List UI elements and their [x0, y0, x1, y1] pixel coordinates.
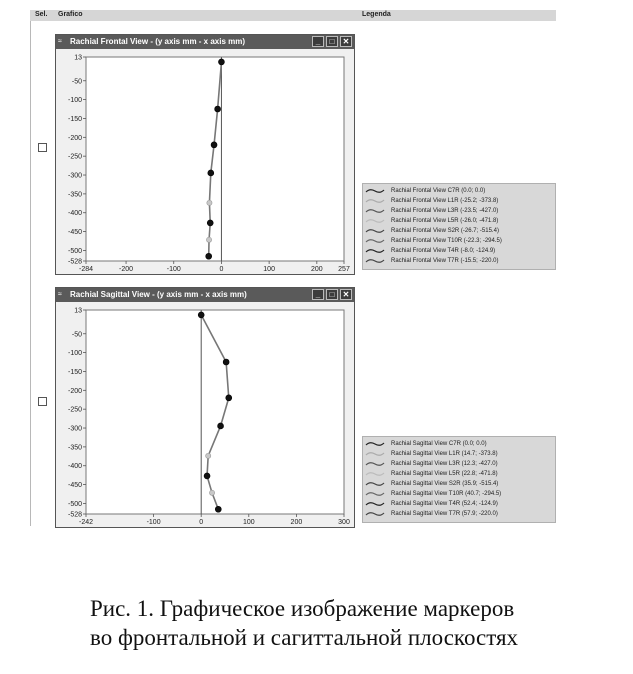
legend-label: Rachial Sagittal View C7R (0.0; 0.0): [391, 441, 487, 447]
legend-swatch-icon: [365, 471, 385, 477]
marker-t7r: [211, 142, 217, 148]
sagittal-legend: [362, 436, 556, 523]
y-tick-label: -200: [67, 134, 82, 142]
marker-l3r: [204, 473, 210, 479]
y-tick-label: -400: [67, 210, 82, 218]
x-tick-label: 257: [338, 266, 350, 273]
sagittal-view-window[interactable]: [55, 287, 355, 528]
legend-swatch-icon: [365, 461, 385, 467]
legend-item: [365, 207, 551, 216]
maximize-button[interactable]: □: [326, 36, 338, 47]
y-tick-label: -250: [67, 153, 82, 161]
legend-label: Rachial Frontal View L5R (-26.0; -471.8): [391, 218, 499, 224]
legend-item: [365, 440, 551, 449]
marker-c7r: [198, 312, 204, 318]
minimize-button[interactable]: _: [312, 289, 324, 300]
legend-swatch-icon: [365, 208, 385, 214]
legend-label: Rachial Frontal View S2R (-26.7; -515.4): [391, 228, 499, 234]
legend-swatch-icon: [365, 218, 385, 224]
legend-label: Rachial Sagittal View L5R (22.8; -471.8): [391, 471, 498, 477]
x-tick-label: -284: [78, 266, 94, 273]
sagittal-window-title: Rachial Sagittal View - (y axis mm - x axis mm): [70, 290, 247, 299]
chart-app-icon: ≈: [58, 291, 62, 298]
close-button[interactable]: ✕: [340, 289, 352, 300]
y-tick-label: -350: [67, 444, 82, 452]
legend-item: [365, 217, 551, 226]
figure-caption: [90, 594, 630, 652]
select-checkbox-frontal[interactable]: [38, 143, 47, 152]
x-tick-label: 100: [242, 519, 255, 526]
x-tick-label: 300: [338, 519, 350, 526]
marker-t4r: [215, 106, 221, 112]
legend-swatch-icon: [365, 451, 385, 457]
y-tick-label: -150: [67, 368, 82, 376]
legend-item: [365, 227, 551, 236]
legend-label: Rachial Frontal View C7R (0.0; 0.0): [391, 188, 486, 194]
legend-swatch-icon: [365, 441, 385, 447]
close-button[interactable]: ✕: [340, 36, 352, 47]
legend-item: [365, 500, 551, 509]
y-tick-label: -50: [71, 78, 82, 86]
legend-item: [365, 490, 551, 499]
marker-t4r: [223, 359, 229, 365]
frontal-view-window[interactable]: [55, 34, 355, 275]
marker-c7r: [218, 59, 224, 65]
marker-s2r: [206, 253, 212, 259]
legend-item: [365, 247, 551, 256]
legend-item: [365, 460, 551, 469]
x-tick-label: 200: [310, 266, 323, 273]
legend-label: Rachial Sagittal View L1R (14.7; -373.8): [391, 451, 498, 457]
sagittal-plot-area: [56, 302, 354, 527]
marker-l3r: [207, 220, 213, 226]
legend-swatch-icon: [365, 228, 385, 234]
y-tick-label: -500: [67, 247, 82, 255]
legend-swatch-icon: [365, 198, 385, 204]
y-tick-label: -500: [67, 500, 82, 508]
legend-item: [365, 450, 551, 459]
x-tick-label: 100: [263, 266, 275, 273]
y-tick-label: -250: [67, 406, 82, 414]
legend-item: [365, 237, 551, 246]
marker-l1r: [206, 453, 211, 458]
marker-t10r: [208, 170, 214, 176]
x-tick-label: -100: [146, 519, 161, 526]
plot-frame: [86, 57, 344, 261]
marker-s2r: [215, 506, 221, 512]
y-tick-label: -300: [67, 425, 82, 433]
x-tick-label: -242: [78, 519, 94, 526]
legend-item: [365, 197, 551, 206]
y-tick-label: -528: [67, 511, 82, 519]
y-tick-label: -400: [67, 463, 82, 471]
legend-label: Rachial Sagittal View S2R (35.9; -515.4): [391, 481, 499, 487]
x-tick-label: -200: [119, 266, 134, 273]
marker-t10r: [218, 423, 224, 429]
x-tick-label: 0: [219, 266, 224, 273]
legend-label: Rachial Frontal View L3R (-23.5; -427.0): [391, 208, 499, 214]
x-tick-label: 0: [199, 519, 204, 526]
frontal-window-title: Rachial Frontal View - (y axis mm - x axis mm): [70, 37, 246, 46]
marker-l5r: [206, 237, 211, 242]
legend-swatch-icon: [365, 491, 385, 497]
frontal-plot-area: [56, 49, 354, 274]
legend-swatch-icon: [365, 238, 385, 244]
select-checkbox-sagittal[interactable]: [38, 397, 47, 406]
legend-swatch-icon: [365, 188, 385, 194]
frontal-legend: [362, 183, 556, 270]
graph-column-header: Grafico: [58, 11, 83, 18]
y-tick-label: -100: [67, 350, 82, 358]
sel-column-header: Sel.: [35, 11, 48, 18]
y-tick-label: -528: [67, 258, 82, 266]
legend-label: Rachial Frontal View T7R (-15.5; -220.0): [391, 258, 499, 264]
legend-item: [365, 257, 551, 266]
legend-label: Rachial Sagittal View T7R (57.9; -220.0): [391, 511, 498, 517]
legend-column-header: Legenda: [362, 11, 391, 18]
legend-item: [365, 480, 551, 489]
y-tick-label: -350: [67, 191, 82, 199]
y-tick-label: -300: [67, 172, 82, 180]
minimize-button[interactable]: _: [312, 36, 324, 47]
x-tick-label: 200: [290, 519, 303, 526]
legend-label: Rachial Sagittal View T10R (40.7; -294.5): [391, 491, 502, 497]
y-tick-label: -200: [67, 387, 82, 395]
legend-swatch-icon: [365, 501, 385, 507]
legend-item: [365, 187, 551, 196]
y-tick-label: -50: [71, 331, 82, 339]
legend-item: [365, 470, 551, 479]
legend-label: Rachial Frontal View L1R (-25.2; -373.8): [391, 198, 499, 204]
sagittal-titlebar[interactable]: [56, 288, 354, 302]
legend-label: Rachial Sagittal View L3R (12.3; -427.0): [391, 461, 498, 467]
legend-label: Rachial Frontal View T10R (-22.3; -294.5): [391, 238, 502, 244]
y-tick-label: 13: [74, 54, 82, 62]
chart-app-icon: ≈: [58, 38, 62, 45]
legend-swatch-icon: [365, 481, 385, 487]
y-tick-label: -150: [67, 115, 82, 123]
x-tick-label: -100: [166, 266, 181, 273]
legend-item: [365, 510, 551, 519]
column-divider: [30, 21, 31, 526]
y-tick-label: -450: [67, 229, 82, 237]
legend-swatch-icon: [365, 248, 385, 254]
marker-t7r: [226, 395, 232, 401]
frontal-titlebar[interactable]: [56, 35, 354, 49]
marker-l1r: [207, 200, 212, 205]
y-tick-label: -100: [67, 97, 82, 105]
y-tick-label: 13: [74, 307, 82, 315]
legend-swatch-icon: [365, 511, 385, 517]
legend-label: Rachial Frontal View T4R (-8.0; -124.9): [391, 248, 496, 254]
legend-label: Rachial Sagittal View T4R (52.4; -124.9): [391, 501, 498, 507]
caption-line-2: во фронтальной и сагиттальной плоскостях: [90, 625, 519, 650]
marker-l5r: [209, 490, 214, 495]
maximize-button[interactable]: □: [326, 289, 338, 300]
caption-line-1: Рис. 1. Графическое изображение маркеров: [90, 596, 515, 621]
y-tick-label: -450: [67, 482, 82, 490]
grid-header: [30, 10, 556, 21]
legend-swatch-icon: [365, 258, 385, 264]
